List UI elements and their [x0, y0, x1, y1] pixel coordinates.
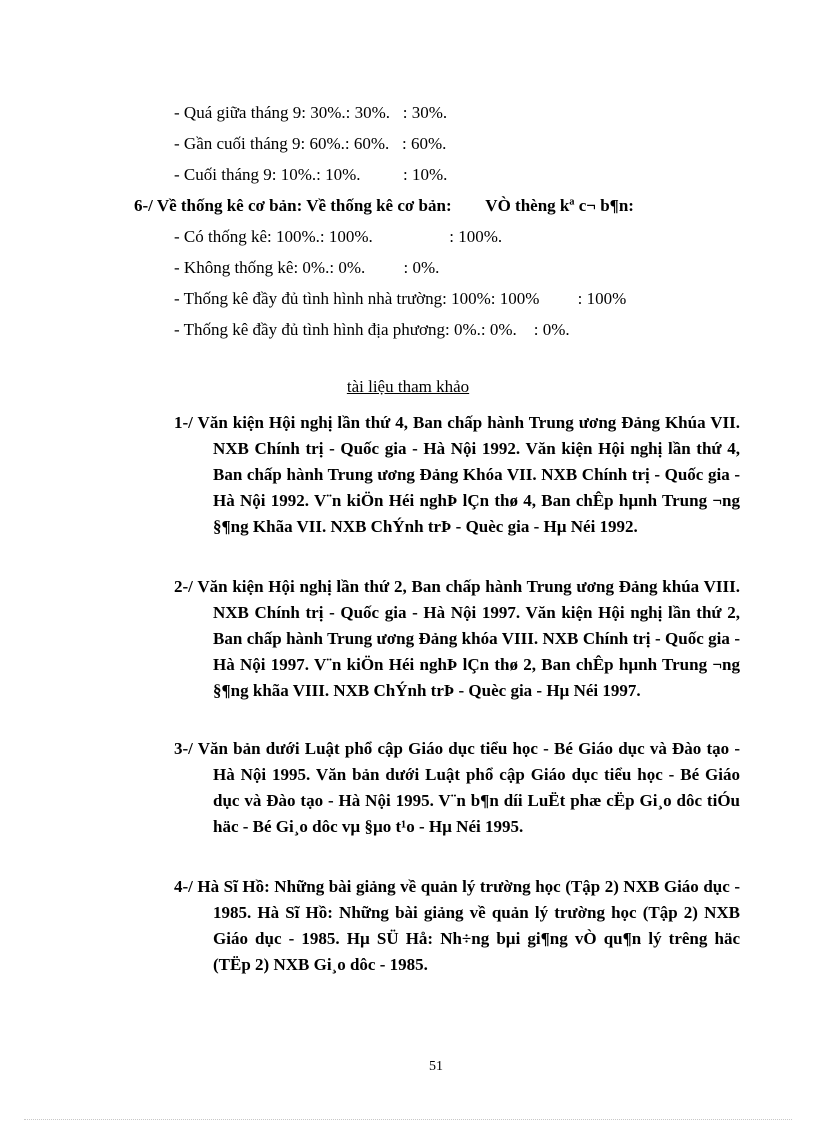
- page-bottom-divider: [24, 1119, 792, 1120]
- bullet-end-september: - Cuối tháng 9: 10%.: 10%. : 10%.: [174, 165, 448, 184]
- reference-item-4: 4-/ Hà Sĩ Hồ: Những bài giảng về quản lý trường học (Tập 2) NXB Giáo dục - 1985. Hà Sĩ Hồ: Những bài giảng về quản lý trường học (Tập 2) NXB Giáo dục - 1985. Hµ SÜ Hå: Nh÷ng bµi gi¶ng vÒ qu¶n lý trêng häc (TËp 2) NXB Gi¸o dôc - 1985.: [174, 877, 740, 974]
- references-title-text: tài liệu tham khảo: [346, 377, 470, 396]
- bullet-has-statistics: - Có thống kê: 100%.: 100%. : 100%.: [174, 227, 503, 246]
- page-number: 51: [429, 1059, 443, 1074]
- section-6-heading: 6-/ Về thống kê cơ bản: Về thống kê cơ bản: VÒ thèng kª c¬ b¶n:: [134, 196, 634, 215]
- bullet-late-september: - Gần cuối tháng 9: 60%.: 60%. : 60%.: [174, 134, 447, 153]
- reference-item-2: 2-/ Văn kiện Hội nghị lần thứ 2, Ban chấp hành Trung ương Đảng khúa VIII. NXB Chính trị - Quốc gia - Hà Nội 1997. Văn kiện Hội nghị lần thứ 2, Ban chấp hành Trung ương Đảng khóa VIII. NXB Chính trị - Quốc gia - Hà Nội 1997. V¨n kiÖn Héi nghÞ lÇn thø 2, Ban chÊp hµnh Trung ¬ng §¶ng khãa VIII. NXB ChÝnh trÞ - Quèc gia - Hµ Néi 1997.: [174, 577, 740, 700]
- bullet-local-statistics: - Thống kê đầy đủ tình hình địa phương: 0%.: 0%. : 0%.: [174, 320, 570, 339]
- bullet-no-statistics: - Không thống kê: 0%.: 0%. : 0%.: [174, 258, 440, 277]
- bullet-mid-september: - Quá giữa tháng 9: 30%.: 30%. : 30%.: [174, 103, 448, 122]
- reference-item-3: 3-/ Văn bản dưới Luật phổ cập Giáo dục tiểu học - Bé Giáo dục và Đào tạo - Hà Nội 1995. Văn bản dưới Luật phổ cập Giáo dục tiểu học - Bé Giáo dục và Đào tạo - Hà Nội 1995. V¨n b¶n díi LuËt phæ cËp Gi¸o dôc tiÓu häc - Bé Gi¸o dôc vµ §µo t¹o - Hµ Néi 1995.: [174, 739, 740, 836]
- references-title: [0, 376, 816, 398]
- reference-item-1: 1-/ Văn kiện Hội nghị lần thứ 4, Ban chấp hành Trung ương Đảng Khúa VII. NXB Chính trị - Quốc gia - Hà Nội 1992. Văn kiện Hội nghị lần thứ 4, Ban chấp hành Trung ương Đảng Khóa VII. NXB Chính trị - Quốc gia - Hà Nội 1992. V¨n kiÖn Héi nghÞ lÇn thø 4, Ban chÊp hµnh Trung ¬ng §¶ng Khãa VII. NXB ChÝnh trÞ - Quèc gia - Hµ Néi 1992.: [174, 413, 740, 536]
- bullet-school-statistics: - Thống kê đầy đủ tình hình nhà trường: 100%: 100% : 100%: [174, 289, 627, 308]
